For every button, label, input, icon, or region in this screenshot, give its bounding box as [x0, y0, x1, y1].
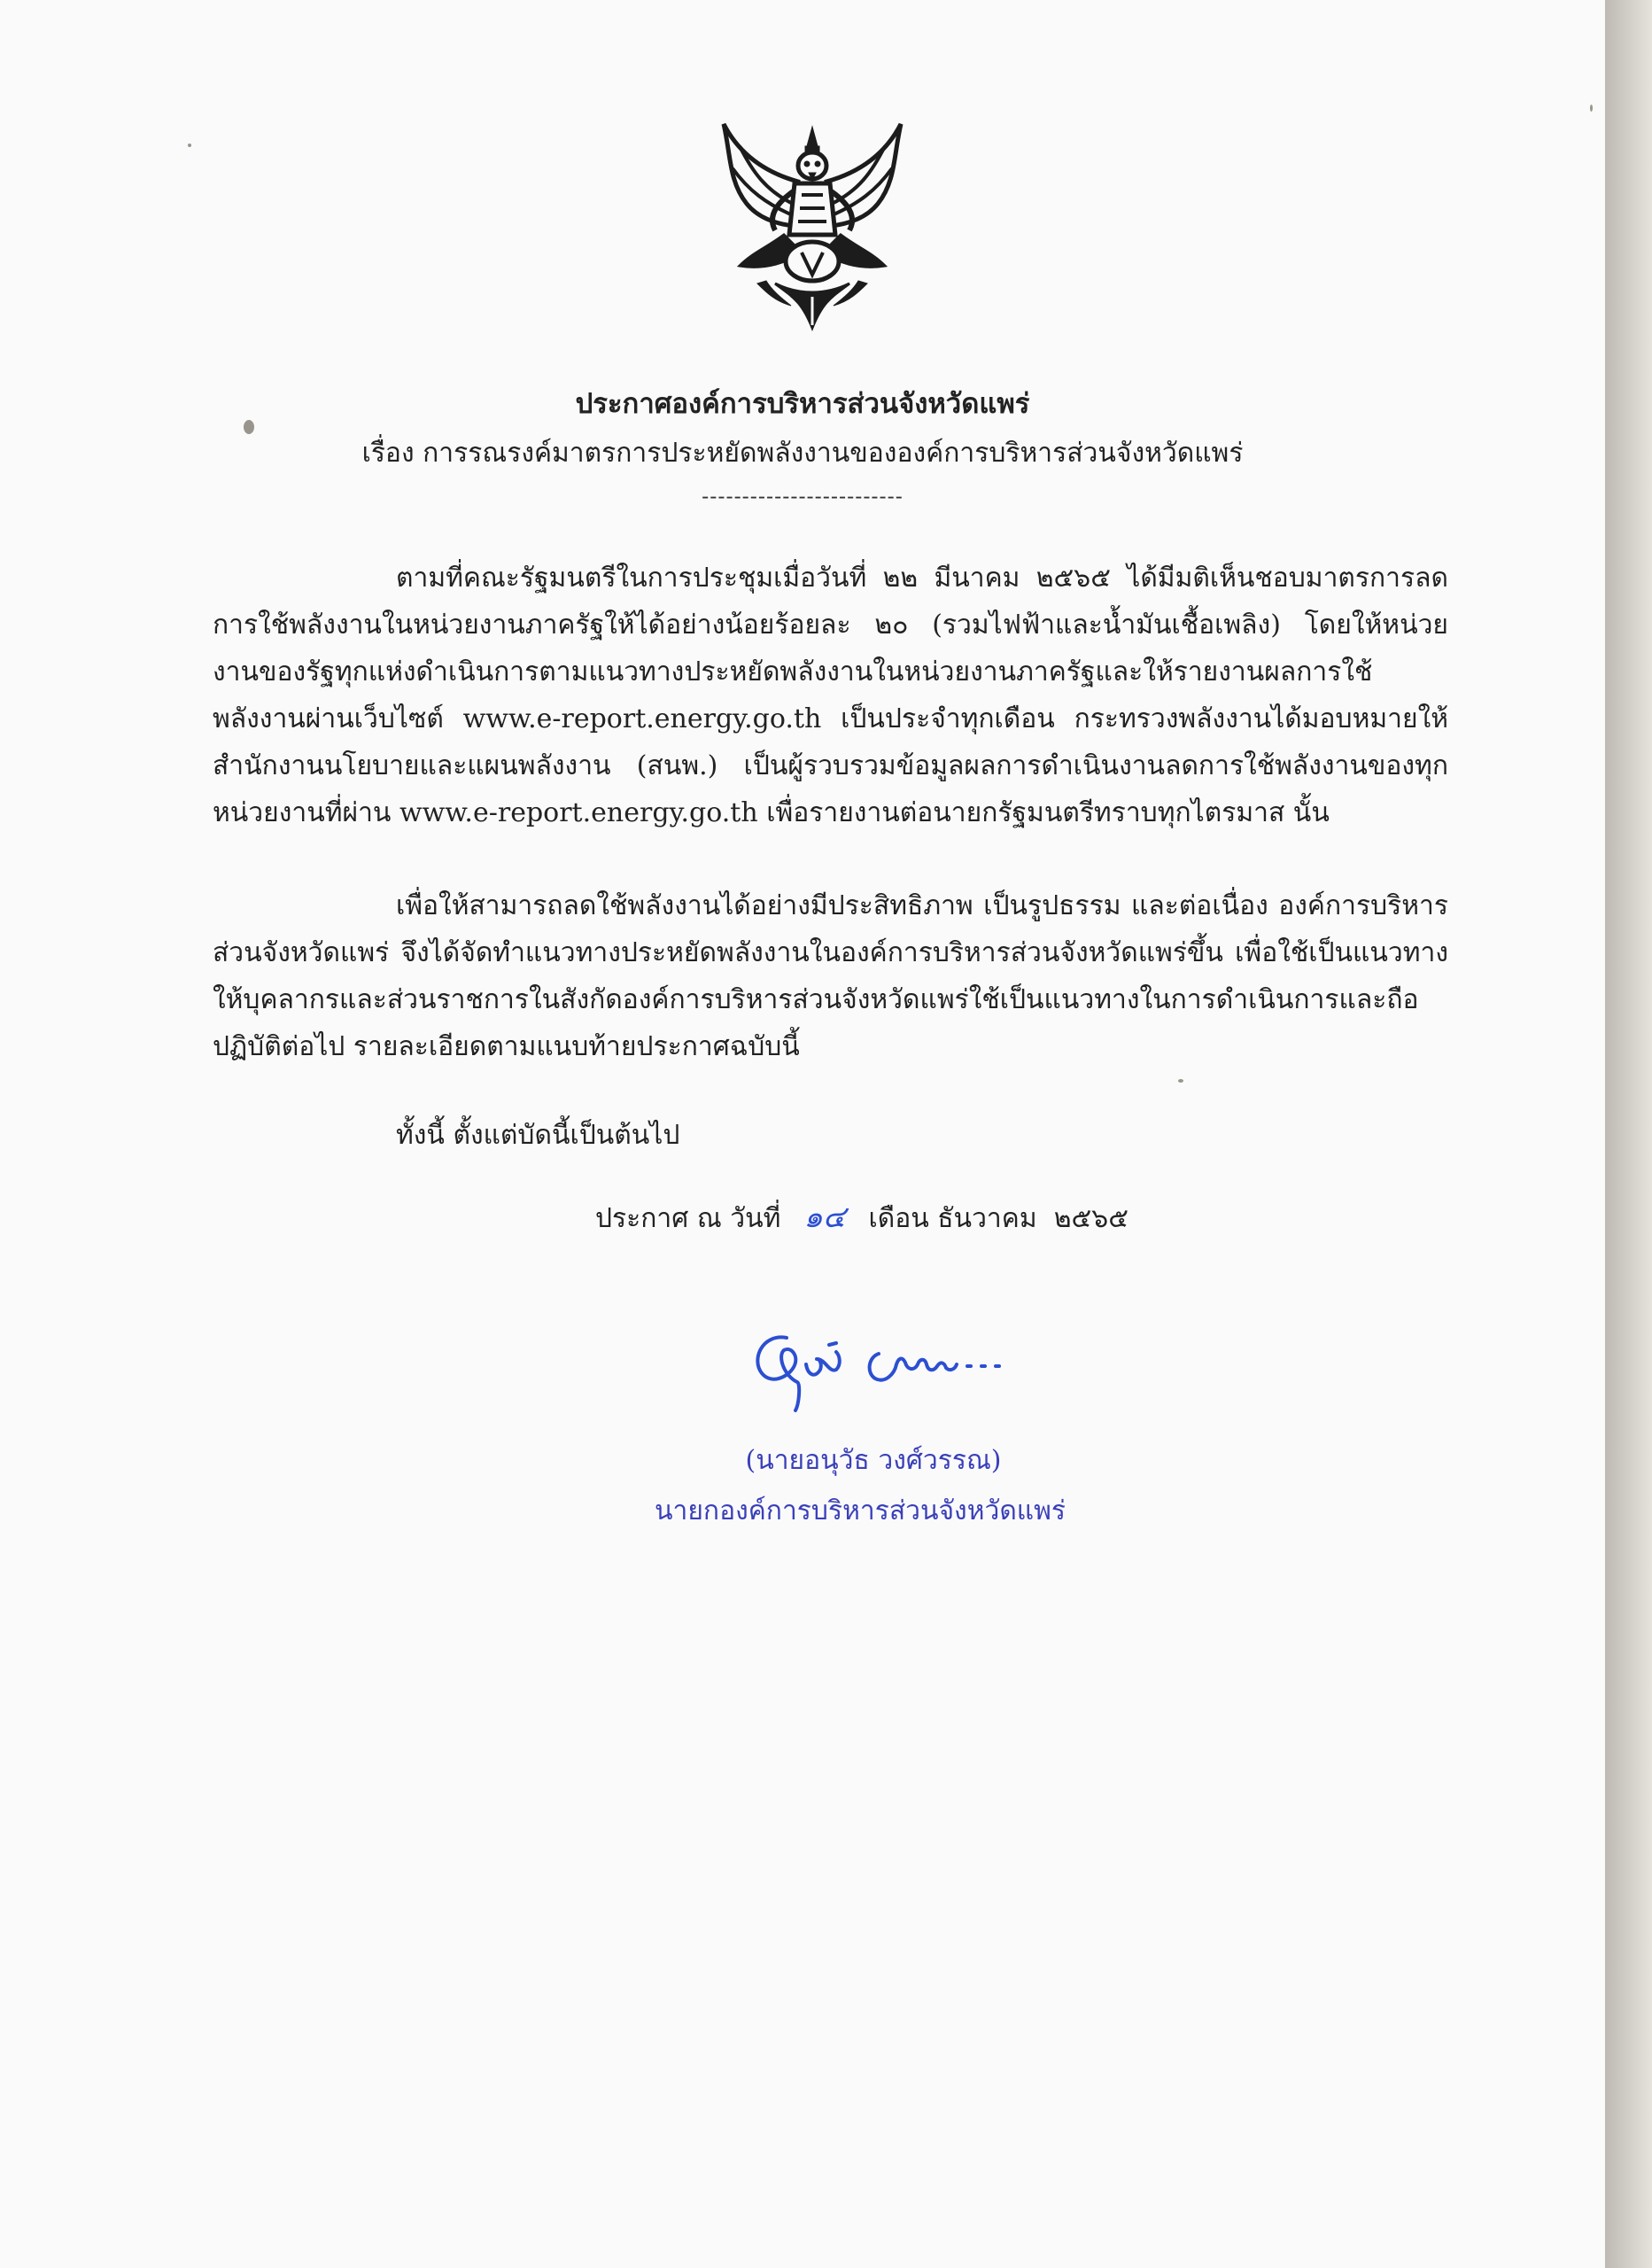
divider-line: -------------------------: [702, 484, 904, 509]
scanner-edge: [1605, 0, 1652, 2268]
scan-speck: [1178, 1079, 1183, 1083]
announce-prefix: ประกาศ ณ วันที่: [595, 1203, 781, 1234]
announcement-date-line: [595, 1194, 1128, 1242]
paragraph-background: ตามที่คณะรัฐมนตรีในการประชุมเมื่อวันที่ ๒๒ มีนาคม ๒๕๖๕ ได้มีมติเห็นชอบมาตรการลดการใช้พลังงานในหน่วยงานภาครัฐให้ได้อย่างน้อยร้อยละ ๒๐ (รวมไฟฟ้าและน้ำมันเชื้อเพลิง) โดยให้หน่วยงานของรัฐทุกแห่งดำเนินการตามแนวทางประหยัดพลังงานในหน่วยงานภาครัฐและให้รายงานผลการใช้พลังงานผ่านเว็บไซต์ www.e-report.energy.go.th เป็นประจำทุกเดือน กระทรวงพลังงานได้มอบหมายให้สำนักงานนโยบายและแผนพลังงาน (สนพ.) เป็นผู้รวบรวมข้อมูลผลการดำเนินงานลดการใช้พลังงานของทุกหน่วยงานที่ผ่าน www.e-report.energy.go.th เพื่อรายงานต่อนายกรัฐมนตรีทราบทุกไตรมาส นั้น: [213, 563, 1448, 828]
announce-year: ๒๕๖๕: [1053, 1203, 1128, 1234]
handwritten-signature: [744, 1320, 1063, 1418]
paragraph-purpose: เพื่อให้สามารถลดใช้พลังงานได้อย่างมีประสิทธิภาพ เป็นรูปธรรม และต่อเนื่อง องค์การบริหารส่วนจังหวัดแพร่ จึงได้จัดทำแนวทางประหยัดพลังงานในองค์การบริหารส่วนจังหวัดแพร่ขึ้น เพื่อใช้เป็นแนวทางให้บุคลากรและส่วนราชการในสังกัดองค์การบริหารส่วนจังหวัดแพร่ใช้เป็นแนวทางในการดำเนินการและถือปฏิบัติต่อไป รายละเอียดตามแนบท้ายประกาศฉบับนี้: [213, 890, 1448, 1062]
announcement-subject: เรื่อง การรณรงค์มาตรการประหยัดพลังงานขององค์การบริหารส่วนจังหวัดแพร่: [361, 438, 1244, 469]
paragraph-effective: ทั้งนี้ ตั้งแต่บัดนี้เป็นต้นไป: [396, 1120, 680, 1151]
scan-speck: [1590, 105, 1593, 112]
announcement-title: ประกาศองค์การบริหารส่วนจังหวัดแพร่: [575, 388, 1030, 420]
scan-speck: [188, 144, 191, 147]
scan-speck: [244, 420, 254, 434]
announce-month: เดือน ธันวาคม: [868, 1203, 1037, 1234]
garuda-emblem-icon: [713, 120, 912, 332]
signer-title: นายกองค์การบริหารส่วนจังหวัดแพร่: [654, 1495, 1066, 1526]
signer-name: (นายอนุวัธ วงศ์วรรณ): [745, 1445, 1002, 1476]
announce-day-handwritten: ๑๔: [803, 1200, 846, 1235]
